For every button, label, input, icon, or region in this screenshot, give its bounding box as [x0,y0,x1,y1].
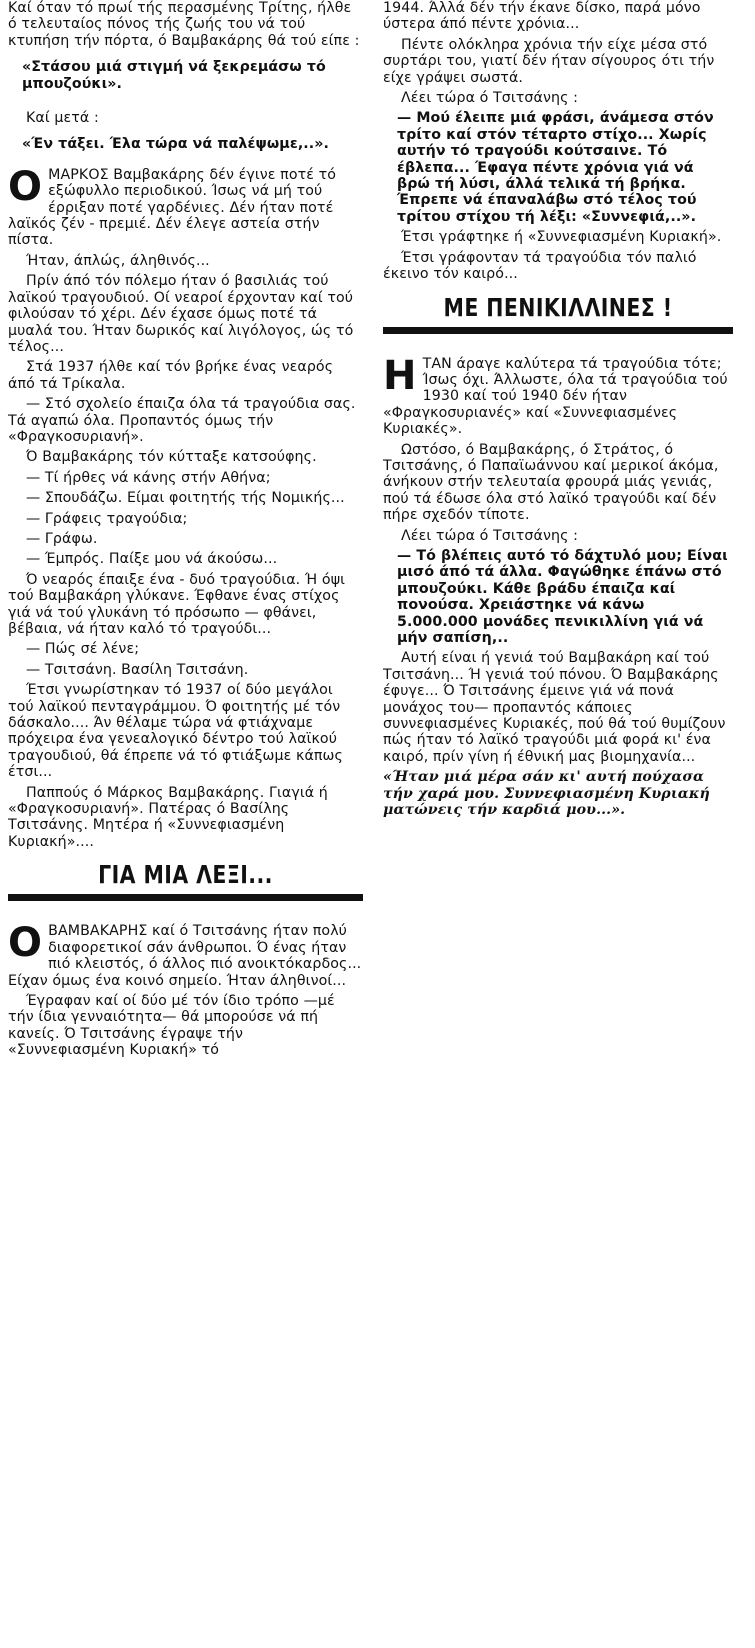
paragraph: Στά 1937 ήλθε καί τόν βρήκε ένας νεαρός άπό τά Τρίκαλα. [8,359,334,392]
paragraph-text: ΒΑΜΒΑΚΑΡΗΣ καί ό Τσιτσάνης ήταν πολύ διαφορετικοί σάν άνθρωποι. Ό ένας ήταν πιό κλειστός, ό άλλος πιό ανοικτόκαρδος... Είχαν όμως ένα κοινό σημείο. Ήταν άληθινοί... [8,923,362,989]
quote: — Τό βλέπεις αυτό τό δάχτυλό μου; Είναι μισό άπό τά άλλα. Φαγώθηκε έπάνω στό μπουζούκι. Κάθε βράδυ έπαιζα καί πονούσα. Χρειάστηκε νά κάνω 5.000.000 μονάδες πενικιλλίνη γιά νά μήν σαπίση,.. [397,547,728,646]
dialogue: — Γράφεις τραγούδια; [26,510,188,527]
quote: «Έν τάξει. Έλα τώρα νά παλέψωμε,..». [22,136,330,153]
paragraph: Έτσι γνωρίστηκαν τό 1937 οί δύο μεγάλοι τού λαϊκού πενταγράμμου. Ό φοιτητής μέ τόν δάσκαλο.... Άν θέλαμε τώρα νά φτιάχναμε πρόχειρα ένα γενεαλογικό δέντρο τού λαϊκού τραγουδιού, θά έπρεπε νά τό φτιάξωμε κάπως έτσι... [8,682,343,781]
right-column [383,0,733,822]
dialogue: — Γράφω. [26,530,98,547]
paragraph: Ωστόσο, ό Βαμβακάρης, ό Στράτος, ό Τσιτσάνης, ό Παπαϊωάννου καί μερικοί άκόμα, άνήκουν στήν τελευταία φρουρά μιάς γενιάς, πού τά έδωσε όλα στό λαϊκό τραγούδι καί δέν πήρε σχεδόν τίποτε. [383,441,719,524]
paragraph: Λέει τώρα ό Τσιτσάνης : [401,90,579,107]
dialogue: — Τσιτσάνη. Βασίλη Τσιτσάνη. [26,661,249,678]
heading-rule [8,894,363,901]
paragraph: Έτσι γράφονταν τά τραγούδια τόν παλιό έκεινο τόν καιρό... [383,249,697,283]
paragraph: Ό νεαρός έπαιξε ένα - δυό τραγούδια. Ή όψι τού Βαμβακάρη γλύκανε. Έφθανε ένας στίχος γιά νά τού γλυκάνη τό πρόσωπο — φθάνει, βέβαια, νά ήταν καλό τό τραγούδι... [8,571,346,637]
song-lyric-quote: «Ήταν μιά μέρα σάν κι' αυτή πούχασα τήν χαρά μου. Συννεφιασμένη Κυριακή ματώνεις τήν καρδιά μου...». [383,769,710,819]
left-column [8,0,363,1063]
paragraph: Πέντε ολόκληρα χρόνια τήν είχε μέσα στό συρτάρι του, γιατί δέν ήταν σίγουρος ότι τήν είχε γράψει σωστά. [383,36,715,86]
dialogue: — Πώς σέ λένε; [26,641,140,658]
paragraph: Πρίν άπό τόν πόλεμο ήταν ό βασιλιάς τού λαϊκού τραγουδιού. Οί νεαροί έρχονταν καί τού φιλούσαν τό χέρι. Δέν έχασε όμως ποτέ τά μυαλά του. Ήταν δωρικός καί λιγόλογος, ώς τό τέλος... [8,273,354,355]
heading-rule [383,327,733,334]
paragraph: Έγραφαν καί οί δύο μέ τόν ίδιο τρόπο —μέ τήν ίδια γενναιότητα— θά μπορούσε νά πή κανείς. Ό Τσιτσάνης έγραψε τήν «Συννεφιασμένη Κυριακή» τό [8,992,335,1059]
section-heading: ΓΙΑ ΜΙΑ ΛΕΞΙ... [98,860,273,890]
quote: «Στάσου μιά στιγμή νά ξεκρεμάσω τό μπουζούκι». [22,59,326,92]
drop-cap: Ο [8,163,43,210]
paragraph: Καί μετά : [26,110,99,127]
dialogue: — Τί ήρθες νά κάνης στήν Αθήνα; [26,469,271,486]
dialogue: — Στό σχολείο έπαιζα όλα τά τραγούδια σας. Τά αγαπώ όλα. Προπαντός όμως τήν «Φραγκοσυριανή». [8,396,356,445]
paragraph-dropcap [383,352,733,438]
dialogue: — Έμπρός. Παίξε μου νά άκούσω... [26,551,278,568]
section-heading: ΜΕ ΠΕΝΙΚΙΛΛΙΝΕΣ ! [443,292,673,322]
paragraph: 1944. Άλλά δέν τήν έκανε δίσκο, παρά μόνο ύστερα άπό πέντε χρόνια... [383,0,701,33]
paragraph: Ό Βαμβακάρης τόν κύτταξε κατσούφης. [26,449,317,466]
paragraph: Παππούς ό Μάρκος Βαμβακάρης. Γιαγιά ή «Φραγκοσυριανή». Πατέρας ό Βασίλης Τσιτσάνης. Μητέρα ή «Συννεφιασμένη Κυριακή».... [8,784,328,850]
paragraph-text: ΤΑΝ άραγε καλύτερα τά τραγούδια τότε; Ίσως όχι. Άλλωστε, όλα τά τραγούδια τού 1930 καί τού 1940 δέν ήταν «Φραγκοσυριανές» καί «Συννεφιασμένες Κυριακές». [383,355,728,438]
quote: — Μού έλειπε μιά φράσι, άνάμεσα στόν τρίτο καί στόν τέταρτο στίχο... Χωρίς αυτήν τό τραγούδι κούτσαινε. Τό έβλεπα... Έφαγα πέντε χρόνια γιά νά βρώ τή λύσι, άλλά τελικά τή βρήκα. Έπρεπε νά έπαναλάβω στό τέλος τού τρίτου στίχου τή λέξι: «Συννεφιά,..». [397,110,714,225]
paragraph: Έτσι γράφτηκε ή «Συννεφιασμένη Κυριακή». [401,229,722,246]
paragraph: Αυτή είναι ή γενιά τού Βαμβακάρη καί τού Τσιτσάνη... Ή γενιά τού πόνου. Ό Βαμβακάρης έφυγε... Ό Τσιτσάνης έμεινε γιά νά πονά μονάχος του— προπαντός κάποιες συννεφιασμένες Κυριακές, πού θά τού θυμίζουν πώς ήταν τό λαϊκό τραγούδι μιά φορά κι' ένα καιρό, πρίν γίνη ή έθνική μας βιομηχανία... [383,650,726,765]
paragraph-text: ΜΑΡΚΟΣ Βαμβακάρης δέν έγινε ποτέ τό εξώφυλλο περιοδικού. Ίσως νά μή τού έρριξαν ποτέ γαρδένιες. Δέν ήταν ποτέ λαϊκός ζέν - πρεμιέ. Δέν έλεγε αστεία στήν πίστα. [8,166,337,249]
paragraph: Λέει τώρα ό Τσιτσάνης : [401,527,579,544]
paragraph: Καί όταν τό πρωί τής περασμένης Τρίτης, ήλθε ό τελευταίος πόνος τής ζωής του νά τού κτυπήση τήν πόρτα, ό Βαμβακάρης θά τού είπε : [8,0,360,49]
dialogue: — Σπουδάζω. Είμαι φοιτητής τής Νομικής... [26,490,345,507]
paragraph-dropcap [8,163,363,249]
paragraph: Ήταν, άπλώς, άληθινός... [26,252,210,269]
drop-cap: Η [383,352,417,399]
drop-cap: Ο [8,920,43,967]
paragraph-dropcap [8,920,363,989]
